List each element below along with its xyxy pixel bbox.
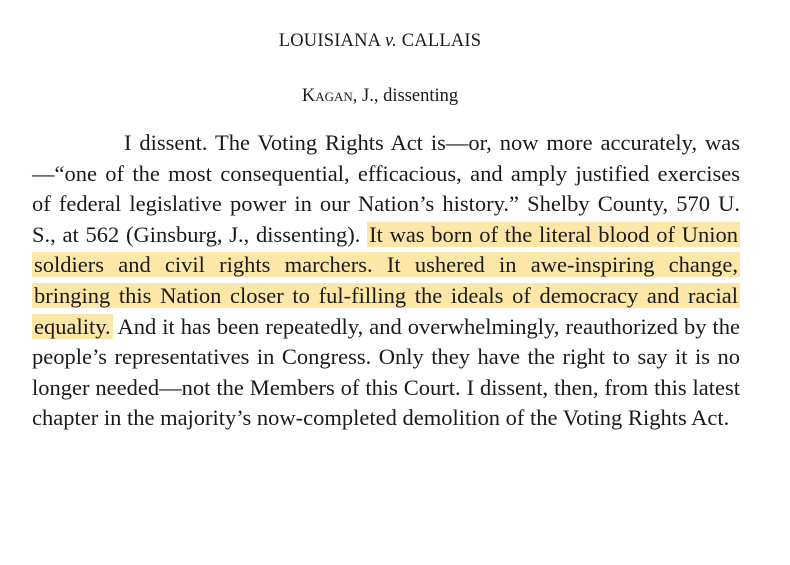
case-title — [0, 31, 760, 52]
opinion-type: , J., dissenting — [352, 86, 459, 106]
opinion-author-line — [0, 86, 760, 107]
justice-name: Kagan — [301, 86, 353, 106]
case-versus: v. — [385, 31, 397, 51]
opinion-paragraph — [32, 128, 740, 434]
opinion-text-before-highlight: I dissent. The Voting Rights Act is—or, now more accurately, was—“one of the most consequential, efficacious, and amply justified exercises of federal legislative power in our Nation’s history.” Shelby County, 570 U. S., at 562 (Ginsburg, J., dissenting). — [32, 130, 740, 247]
case-party-left: LOUISIANA — [278, 31, 381, 51]
case-party-right: CALLAIS — [401, 31, 482, 51]
opinion-text-after-highlight: And it has been repeatedly, and overwhelmingly, reauthorized by the people’s representatives in Congress. Only they have the right to say it is no longer needed—not the Members of this Court. I dissent, then, from this latest chapter in the majority’s now-completed demolition of the Voting Rights Act. — [32, 313, 740, 431]
highlighted-passage[interactable]: It was born of the literal blood of Union soldiers and civil rights marchers. It ushered in awe-inspiring change, bringing this Nation closer to ful-filling the ideals of democracy and racial equality. — [34, 221, 738, 339]
